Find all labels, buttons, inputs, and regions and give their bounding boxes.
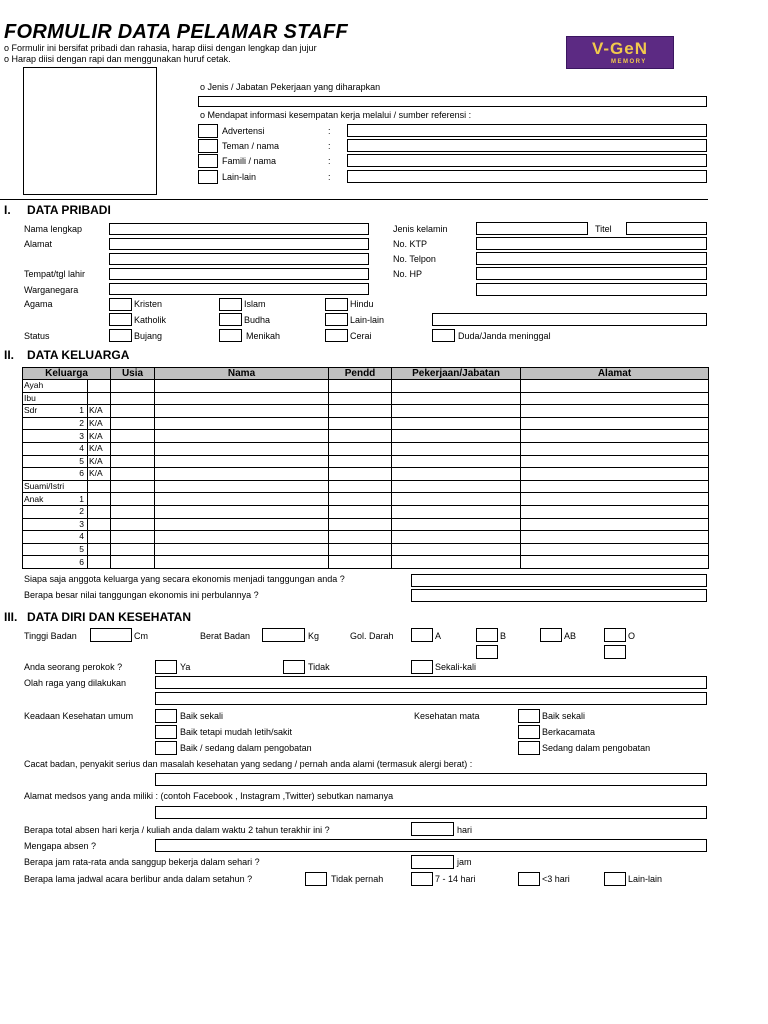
holiday-lainlain-checkbox[interactable]: [604, 872, 626, 886]
absen-question: Berapa total absen hari kerja / kuliah anda dalam waktu 2 tahun terakhir ini ?: [24, 825, 330, 835]
titel-label: Titel: [595, 224, 612, 234]
family-number: 1: [66, 405, 88, 418]
eye-kacamata-checkbox[interactable]: [518, 725, 540, 739]
family-pekerjaan-cell[interactable]: [392, 493, 521, 506]
nama-lengkap-label: Nama lengkap: [24, 224, 83, 234]
agama-hindu-checkbox[interactable]: [325, 298, 348, 311]
logo-text: V-GeN: [591, 39, 649, 58]
section-2-number: II.: [4, 348, 15, 362]
family-table-header: [23, 368, 709, 380]
source-advertensi-label: Advertensi: [222, 126, 265, 136]
family-row: [23, 518, 709, 531]
colon: :: [328, 172, 331, 182]
company-logo: [566, 36, 674, 69]
family-nama-cell[interactable]: [155, 468, 329, 481]
warganegara-field[interactable]: [109, 283, 369, 295]
smoke-ya-label: Ya: [180, 662, 191, 672]
family-nama-cell[interactable]: [155, 531, 329, 544]
jam-kerja-question: Berapa jam rata-rata anda sanggup bekerja dalam sehari ?: [24, 857, 260, 867]
family-pendd-cell[interactable]: [329, 392, 392, 405]
no-hp-label: No. HP: [393, 269, 423, 279]
status-bujang-checkbox[interactable]: [109, 329, 132, 342]
family-pendd-cell[interactable]: [329, 518, 392, 531]
medsos-field[interactable]: [155, 806, 707, 819]
status-menikah-label: Menikah: [246, 331, 281, 341]
family-ka: [88, 493, 111, 506]
family-pendd-cell[interactable]: [329, 380, 392, 393]
family-pendd-cell[interactable]: [329, 480, 392, 493]
form-note-1: o Formulir ini bersifat pribadi dan rahasia, harap diisi dengan lengkap dan jujur: [4, 43, 317, 53]
agama-lainlain-label: Lain-lain: [350, 315, 385, 325]
family-pekerjaan-cell[interactable]: [392, 505, 521, 518]
family-pekerjaan-cell[interactable]: [392, 556, 521, 569]
family-relation: [23, 505, 66, 518]
family-row: [23, 442, 709, 455]
colon: :: [328, 141, 331, 151]
family-number: [66, 480, 88, 493]
family-nama-cell[interactable]: [155, 442, 329, 455]
agama-label: Agama: [24, 299, 53, 309]
family-number: 2: [66, 505, 88, 518]
family-ka: [88, 531, 111, 544]
family-alamat-cell[interactable]: [521, 556, 709, 569]
family-relation: Sdr: [23, 405, 66, 418]
family-number: 6: [66, 468, 88, 481]
tanggungan-question: Siapa saja anggota keluarga yang secara ekonomis menjadi tanggungan anda ?: [24, 574, 345, 584]
family-ka: [88, 392, 111, 405]
family-ka: K/A: [88, 417, 111, 430]
section-1-heading: DATA PRIBADI: [27, 203, 111, 217]
source-label: o Mendapat informasi kesempatan kerja melalui / sumber referensi :: [200, 110, 472, 120]
source-teman-checkbox[interactable]: [198, 139, 218, 153]
family-nama-cell[interactable]: [155, 556, 329, 569]
blood-a-label: A: [435, 631, 442, 641]
no-ktp-label: No. KTP: [393, 239, 428, 249]
family-pekerjaan-cell[interactable]: [392, 468, 521, 481]
agama-islam-label: Islam: [244, 299, 266, 309]
section-3-number: III.: [4, 610, 18, 624]
absen-field[interactable]: [411, 822, 454, 836]
logo-subtext: MEMORY: [611, 59, 647, 65]
hari-unit: hari: [457, 825, 473, 835]
smoke-sekali-checkbox[interactable]: [411, 660, 433, 674]
source-advertensi-field[interactable]: [347, 124, 707, 137]
blood-a-checkbox[interactable]: [411, 628, 433, 642]
family-nama-cell[interactable]: [155, 430, 329, 443]
family-nama-cell[interactable]: [155, 505, 329, 518]
eye-pengobatan-checkbox[interactable]: [518, 741, 540, 755]
source-famili-checkbox[interactable]: [198, 154, 218, 168]
family-alamat-cell[interactable]: [521, 480, 709, 493]
agama-budha-label: Budha: [244, 315, 271, 325]
family-ka: [88, 556, 111, 569]
family-pendd-cell[interactable]: [329, 430, 392, 443]
mengapa-absen-label: Mengapa absen ?: [24, 841, 97, 851]
smoke-sekali-label: Sekali-kali: [435, 662, 477, 672]
family-nama-cell[interactable]: [155, 455, 329, 468]
no-telpon-label: No. Telpon: [393, 254, 436, 264]
gol-darah-label: Gol. Darah: [350, 631, 394, 641]
family-relation: Ayah: [23, 380, 66, 393]
family-row: [23, 405, 709, 418]
blood-ab-checkbox[interactable]: [540, 628, 562, 642]
family-nama-cell[interactable]: [155, 518, 329, 531]
family-number: [66, 380, 88, 393]
family-usia-cell[interactable]: [111, 556, 155, 569]
family-row: [23, 380, 709, 393]
family-usia-cell[interactable]: [111, 518, 155, 531]
olahraga-label: Olah raga yang dilakukan: [24, 678, 127, 688]
family-number: 5: [66, 543, 88, 556]
family-table: [22, 367, 709, 569]
family-ka: K/A: [88, 430, 111, 443]
holiday-7-14-label: 7 - 14 hari: [435, 874, 476, 884]
smoke-tidak-label: Tidak: [308, 662, 330, 672]
tempat-tgl-lahir-field[interactable]: [109, 268, 369, 280]
family-usia-cell[interactable]: [111, 417, 155, 430]
position-field[interactable]: [198, 96, 707, 107]
family-alamat-cell[interactable]: [521, 505, 709, 518]
family-alamat-cell[interactable]: [521, 442, 709, 455]
col-alamat: Alamat: [521, 368, 709, 380]
family-row: [23, 543, 709, 556]
blood-rhesus-box-1[interactable]: [476, 645, 498, 659]
no-hp-field[interactable]: [476, 267, 707, 280]
source-teman-label: Teman / nama: [222, 141, 280, 151]
family-alamat-cell[interactable]: [521, 493, 709, 506]
eye-baik-sekali-checkbox[interactable]: [518, 709, 540, 723]
col-pendd: Pendd: [329, 368, 392, 380]
family-nama-cell[interactable]: [155, 493, 329, 506]
blood-rhesus-box-2[interactable]: [604, 645, 626, 659]
olahraga-field-1[interactable]: [155, 676, 707, 689]
holiday-lainlain-label: Lain-lain: [628, 874, 663, 884]
family-nama-cell[interactable]: [155, 543, 329, 556]
family-pekerjaan-cell[interactable]: [392, 392, 521, 405]
no-telpon-field[interactable]: [476, 252, 707, 265]
family-usia-cell[interactable]: [111, 392, 155, 405]
family-alamat-cell[interactable]: [521, 417, 709, 430]
family-pekerjaan-cell[interactable]: [392, 442, 521, 455]
family-ka: [88, 480, 111, 493]
family-relation: Suami/Istri: [24, 481, 65, 492]
family-usia-cell[interactable]: [111, 405, 155, 418]
family-pendd-cell[interactable]: [329, 442, 392, 455]
position-label: o Jenis / Jabatan Pekerjaan yang diharapkan: [200, 82, 381, 92]
titel-field[interactable]: [626, 222, 707, 235]
family-pendd-cell[interactable]: [329, 493, 392, 506]
agama-kristen-label: Kristen: [134, 299, 163, 309]
smoke-ya-checkbox[interactable]: [155, 660, 177, 674]
family-number: 4: [66, 442, 88, 455]
nilai-tanggungan-question: Berapa besar nilai tanggungan ekonomis ini perbulannya ?: [24, 590, 259, 600]
source-lainlain-field[interactable]: [347, 170, 707, 183]
family-usia-cell[interactable]: [111, 442, 155, 455]
family-usia-cell[interactable]: [111, 480, 155, 493]
section-1-number: I.: [4, 203, 11, 217]
agama-budha-checkbox[interactable]: [219, 313, 242, 326]
eye-kacamata-label: Berkacamata: [542, 727, 596, 737]
holiday-3-checkbox[interactable]: [518, 872, 540, 886]
status-duda-label: Duda/Janda meninggal: [458, 331, 551, 341]
family-nama-cell[interactable]: [155, 480, 329, 493]
family-usia-cell[interactable]: [111, 531, 155, 544]
family-row: [23, 493, 709, 506]
family-number: 2: [66, 417, 88, 430]
health-mudah-letih-checkbox[interactable]: [155, 725, 177, 739]
family-number: 6: [66, 556, 88, 569]
source-famili-field[interactable]: [347, 154, 707, 167]
jam-kerja-field[interactable]: [411, 855, 454, 869]
family-relation: [23, 556, 66, 569]
mengapa-absen-field[interactable]: [155, 839, 707, 852]
family-pendd-cell[interactable]: [329, 455, 392, 468]
kesehatan-umum-label: Keadaan Kesehatan umum: [24, 711, 134, 721]
family-row: [23, 531, 709, 544]
family-alamat-cell[interactable]: [521, 455, 709, 468]
eye-pengobatan-label: Sedang dalam pengobatan: [542, 743, 651, 753]
family-relation: Ibu: [23, 392, 66, 405]
family-usia-cell[interactable]: [111, 468, 155, 481]
nilai-tanggungan-field[interactable]: [411, 589, 707, 602]
form-title: FORMULIR DATA PELAMAR STAFF: [4, 21, 348, 43]
status-label: Status: [24, 331, 50, 341]
col-nama: Nama: [155, 368, 329, 380]
medsos-label: Alamat medsos yang anda miliki : (contoh Facebook , Instagram ,Twitter) sebutkan namanya: [24, 791, 394, 801]
status-bujang-label: Bujang: [134, 331, 163, 341]
family-relation: [23, 442, 66, 455]
colon: :: [328, 126, 331, 136]
family-row: [23, 468, 709, 481]
jenis-kelamin-field[interactable]: [476, 222, 588, 235]
family-row: [23, 556, 709, 569]
cacat-label: Cacat badan, penyakit serius dan masalah kesehatan yang sedang / pernah anda alami (termasuk alergi berat) :: [24, 759, 473, 769]
family-alamat-cell[interactable]: [521, 531, 709, 544]
source-teman-field[interactable]: [347, 139, 707, 152]
family-pekerjaan-cell[interactable]: [392, 417, 521, 430]
family-pendd-cell[interactable]: [329, 543, 392, 556]
blood-o-label: O: [628, 631, 636, 641]
family-relation: [23, 455, 66, 468]
health-baik-sekali-checkbox[interactable]: [155, 709, 177, 723]
eye-baik-sekali-label: Baik sekali: [542, 711, 586, 721]
smoke-tidak-checkbox[interactable]: [283, 660, 305, 674]
family-alamat-cell[interactable]: [521, 543, 709, 556]
family-ka: [88, 543, 111, 556]
family-pendd-cell[interactable]: [329, 405, 392, 418]
agama-kristen-checkbox[interactable]: [109, 298, 132, 311]
family-alamat-cell[interactable]: [521, 518, 709, 531]
family-number: 5: [66, 455, 88, 468]
family-relation: [23, 518, 66, 531]
agama-lainlain-field[interactable]: [432, 313, 707, 326]
agama-islam-checkbox[interactable]: [219, 298, 242, 311]
source-lainlain-label: Lain-lain: [222, 172, 257, 182]
family-alamat-cell[interactable]: [521, 405, 709, 418]
family-row: [23, 430, 709, 443]
family-pekerjaan-cell[interactable]: [392, 380, 521, 393]
extra-field[interactable]: [476, 283, 707, 296]
health-baik-sekali-label: Baik sekali: [180, 711, 224, 721]
col-usia: Usia: [111, 368, 155, 380]
berat-badan-field[interactable]: [262, 628, 305, 642]
family-relation: [23, 468, 66, 481]
blood-b-label: B: [500, 631, 507, 641]
family-number: [66, 392, 88, 405]
berat-badan-label: Berat Badan: [200, 631, 251, 641]
family-usia-cell[interactable]: [111, 430, 155, 443]
family-usia-cell[interactable]: [111, 380, 155, 393]
jam-unit: jam: [457, 857, 472, 867]
cacat-field[interactable]: [155, 773, 707, 786]
tinggi-badan-field[interactable]: [90, 628, 132, 642]
family-alamat-cell[interactable]: [521, 392, 709, 405]
family-usia-cell[interactable]: [111, 493, 155, 506]
family-ka: K/A: [88, 405, 111, 418]
family-relation: Anak: [23, 493, 66, 506]
family-alamat-cell[interactable]: [521, 380, 709, 393]
family-number: 3: [66, 430, 88, 443]
kg-unit: Kg: [308, 631, 320, 641]
blood-ab-label: AB: [564, 631, 577, 641]
tinggi-badan-label: Tinggi Badan: [24, 631, 77, 641]
status-cerai-checkbox[interactable]: [325, 329, 348, 342]
family-pekerjaan-cell[interactable]: [392, 480, 521, 493]
family-pendd-cell[interactable]: [329, 531, 392, 544]
jenis-kelamin-label: Jenis kelamin: [393, 224, 448, 234]
family-pekerjaan-cell[interactable]: [392, 430, 521, 443]
alamat-field-2[interactable]: [109, 253, 369, 265]
family-relation: [23, 531, 66, 544]
health-mudah-letih-label: Baik tetapi mudah letih/sakit: [180, 727, 293, 737]
family-pekerjaan-cell[interactable]: [392, 531, 521, 544]
family-alamat-cell[interactable]: [521, 468, 709, 481]
family-ka: K/A: [88, 442, 111, 455]
agama-katholik-checkbox[interactable]: [109, 313, 132, 326]
family-ka: [88, 518, 111, 531]
family-usia-cell[interactable]: [111, 505, 155, 518]
family-nama-cell[interactable]: [155, 417, 329, 430]
family-pekerjaan-cell[interactable]: [392, 518, 521, 531]
family-usia-cell[interactable]: [111, 543, 155, 556]
family-number: 1: [66, 493, 88, 506]
holiday-7-14-checkbox[interactable]: [411, 872, 433, 886]
colon: :: [328, 156, 331, 166]
divider: [0, 199, 708, 200]
perokok-label: Anda seorang perokok ?: [24, 662, 123, 672]
tanggungan-field[interactable]: [411, 574, 707, 587]
family-ka: K/A: [88, 468, 111, 481]
cm-unit: Cm: [134, 631, 148, 641]
family-row: [23, 505, 709, 518]
family-relation: [23, 543, 66, 556]
section-2-heading: DATA KELUARGA: [27, 348, 130, 362]
blood-o-checkbox[interactable]: [604, 628, 626, 642]
photo-box[interactable]: [23, 67, 157, 195]
holiday-3-label: <3 hari: [542, 874, 570, 884]
status-duda-checkbox[interactable]: [432, 329, 455, 342]
family-relation: [23, 430, 66, 443]
blood-b-checkbox[interactable]: [476, 628, 498, 642]
olahraga-field-2[interactable]: [155, 692, 707, 705]
family-nama-cell[interactable]: [155, 392, 329, 405]
alamat-field-1[interactable]: [109, 238, 369, 250]
family-row: [23, 392, 709, 405]
family-pendd-cell[interactable]: [329, 556, 392, 569]
health-pengobatan-checkbox[interactable]: [155, 741, 177, 755]
family-nama-cell[interactable]: [155, 405, 329, 418]
warganegara-label: Warganegara: [24, 285, 79, 295]
family-pekerjaan-cell[interactable]: [392, 543, 521, 556]
family-alamat-cell[interactable]: [521, 430, 709, 443]
nama-lengkap-field[interactable]: [109, 223, 369, 235]
family-pendd-cell[interactable]: [329, 505, 392, 518]
family-row: [23, 455, 709, 468]
family-pekerjaan-cell[interactable]: [392, 455, 521, 468]
family-nama-cell[interactable]: [155, 380, 329, 393]
status-menikah-checkbox[interactable]: [219, 329, 242, 342]
family-ka: K/A: [88, 455, 111, 468]
source-advertensi-checkbox[interactable]: [198, 124, 218, 138]
family-number: 3: [66, 518, 88, 531]
family-number: 4: [66, 531, 88, 544]
family-row: [23, 480, 709, 493]
col-keluarga: Keluarga: [23, 368, 111, 380]
family-pendd-cell[interactable]: [329, 417, 392, 430]
family-pendd-cell[interactable]: [329, 468, 392, 481]
family-ka: [88, 505, 111, 518]
source-famili-label: Famili / nama: [222, 156, 277, 166]
agama-hindu-label: Hindu: [350, 299, 374, 309]
form-note-2: o Harap diisi dengan rapi dan menggunakan huruf cetak.: [4, 54, 231, 64]
health-pengobatan-label: Baik / sedang dalam pengobatan: [180, 743, 312, 753]
agama-lainlain-checkbox[interactable]: [325, 313, 348, 326]
agama-katholik-label: Katholik: [134, 315, 167, 325]
alamat-label: Alamat: [24, 239, 53, 249]
no-ktp-field[interactable]: [476, 237, 707, 250]
libur-question: Berapa lama jadwal acara berlibur anda dalam setahun ?: [24, 874, 253, 884]
family-row: [23, 417, 709, 430]
family-relation: [23, 417, 66, 430]
family-usia-cell[interactable]: [111, 455, 155, 468]
status-cerai-label: Cerai: [350, 331, 372, 341]
tempat-tgl-lahir-label: Tempat/tgl lahir: [24, 269, 86, 279]
family-pekerjaan-cell[interactable]: [392, 405, 521, 418]
holiday-tidak-pernah-checkbox[interactable]: [305, 872, 327, 886]
source-lainlain-checkbox[interactable]: [198, 170, 218, 184]
section-3-heading: DATA DIRI DAN KESEHATAN: [27, 610, 191, 624]
family-ka: [88, 380, 111, 393]
col-pekerjaan: Pekerjaan/Jabatan: [392, 368, 521, 380]
kesehatan-mata-label: Kesehatan mata: [414, 711, 480, 721]
holiday-tidak-pernah-label: Tidak pernah: [331, 874, 384, 884]
